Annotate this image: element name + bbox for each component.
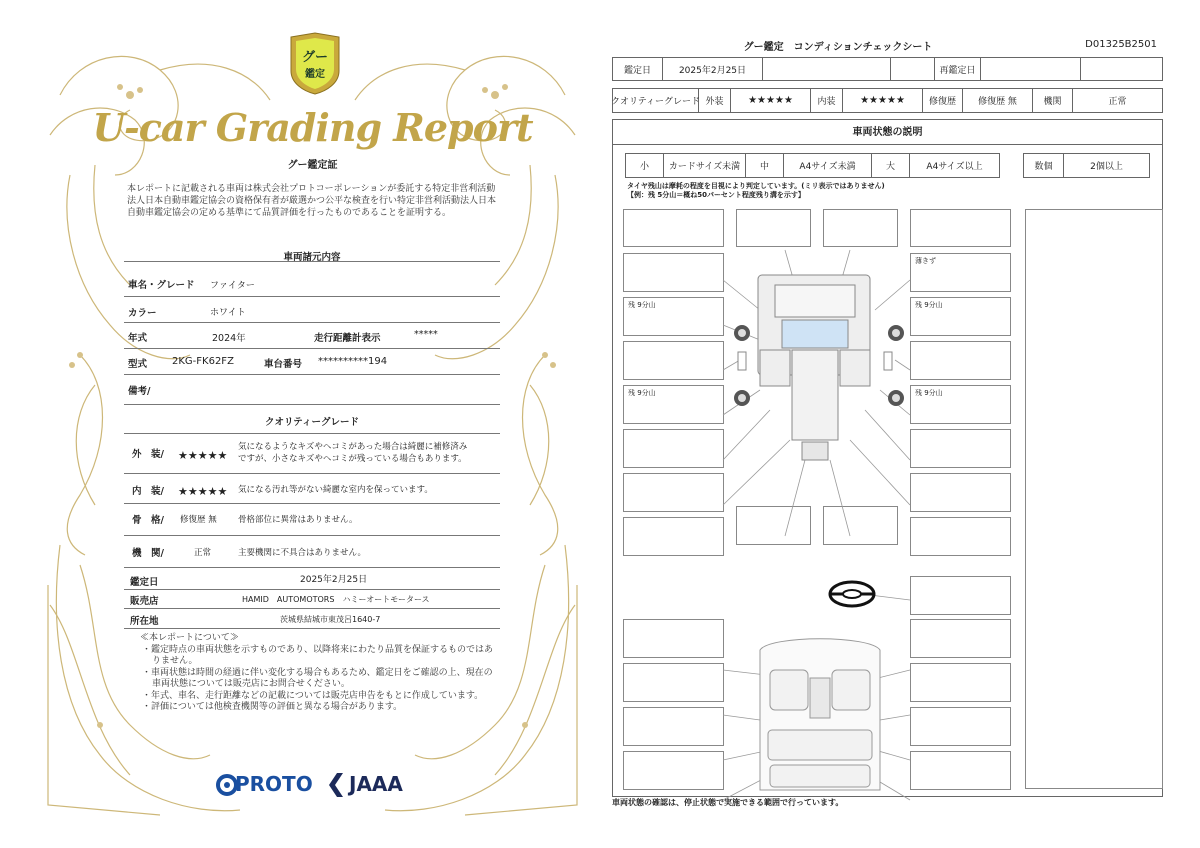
svg-text:グー: グー	[301, 50, 329, 65]
comment-box	[623, 751, 724, 790]
interior-stars: ★★★★★	[178, 485, 228, 498]
quality-row-interior: 内 装/ ★★★★★ 気になる汚れ等がない綺麗な室内を保っています。	[124, 474, 500, 504]
comment-box	[910, 209, 1011, 247]
comment-box	[910, 473, 1011, 512]
grading-certificate	[40, 25, 585, 825]
comment-box	[623, 209, 724, 247]
spec-row-year: 年式 2024年 走行距離計表示 *****	[124, 323, 500, 349]
note-item: ・評価については他検査機関等の評価と異なる場合があります。	[142, 702, 403, 712]
specs-heading: 車両諸元内容	[283, 252, 341, 263]
tire-note: タイヤ残山は摩耗の程度を目視により判定しています。(ミリ表示ではありません) 【例：残 5分山＝概ね50パーセント程度残り溝を示す】	[627, 182, 885, 199]
appraisal-date-row: 鑑定日 2025年2月25日 再鑑定日	[612, 57, 1163, 81]
exterior-stars: ★★★★★	[178, 449, 228, 462]
quality-heading: クオリティーグレード	[264, 417, 360, 428]
grade-summary-row: クオリティーグレード 外装 ★★★★★ 内装 ★★★★★ 修復歴 修復歴 無 機関 正常	[612, 88, 1163, 113]
proto-logo-icon	[215, 773, 237, 797]
comment-box	[910, 707, 1011, 746]
certificate-title: グー鑑定証	[287, 160, 338, 171]
comment-box	[623, 707, 724, 746]
comment-box	[823, 209, 898, 247]
damage-size-legend: 小 カードサイズ未満 中 A4サイズ未満 大 A4サイズ以上	[625, 153, 1000, 178]
spec-row-model: 型式 2KG-FK62FZ 車台番号 **********194	[124, 349, 500, 375]
note-item: ・年式、車名、走行距離などの記載については販売店申告をもとに作成しています。	[142, 690, 484, 701]
info-row-date: 鑑定日 2025年2月25日	[124, 568, 500, 590]
comment-box	[823, 506, 898, 545]
sheet-interior-stars: ★★★★★	[843, 89, 923, 112]
comment-box	[910, 619, 1011, 658]
general-comment-box	[1025, 209, 1163, 789]
certification-statement: 本レポートに記載される車両は株式会社プロトコーポレーションが委託する特定非営利活動法人日本自動車鑑定協会の資格保有者が厳選かつ公平な検査を行い特定非営利活動法人日本自動車鑑定協会の定める基準にて品質評価を行ったものであることを証明する。	[127, 184, 497, 218]
note-item: ・鑑定時点の車両状態を示すものであり、以降将来にわたり品質を保証するものではありません。	[142, 644, 494, 666]
comment-box-tire-rr: 残 9分山	[910, 385, 1011, 424]
report-title: U-car Grading Report	[92, 105, 533, 150]
report-notes: ≪本レポートについて≫ ・鑑定時点の車両状態を示すものであり、以降将来にわたり品質を保証するものではありません。 ・車両状態は時間の経過に伴い変化する場合もあるため、鑑定日をご確認の上、現在の車両状態については販売店にお問合せください。 ・年式、車名、走行距離などの記載については販売店申告をもとに作成しています。 ・評価については他検査機関等の評価と異なる場合があります。	[140, 633, 500, 714]
comment-box	[910, 663, 1011, 702]
damage-count-legend: 数個 2個以上	[1023, 153, 1150, 178]
comment-box	[623, 517, 724, 556]
spec-row-remarks: 備考/	[124, 375, 500, 405]
quality-row-engine: 機 関/ 正常 主要機関に不具合はありません。	[124, 536, 500, 568]
comment-box	[623, 663, 724, 702]
info-row-dealer: 販売店 HAMID AUTOMOTORS ハミーオートモータース	[124, 590, 500, 609]
spec-row-color: カラー ホワイト	[124, 297, 500, 323]
footer-logos	[215, 771, 415, 801]
comment-box	[736, 506, 811, 545]
comment-box	[910, 429, 1011, 468]
comment-box	[910, 751, 1011, 790]
document-id: D01325B2501	[1085, 39, 1157, 50]
comment-box	[623, 253, 724, 292]
jaaa-logo: JAAA	[349, 772, 403, 796]
comment-box-tire-rl: 残 9分山	[623, 385, 724, 424]
note-item: ・車両状態は時間の経過に伴い変化する場合もあるため、鑑定日をご確認の上、現在の車両状態については販売店にお問合せください。	[142, 667, 493, 689]
comment-box	[910, 517, 1011, 556]
condition-heading: 車両状態の説明	[613, 120, 1162, 145]
comment-box-light-scratch: 薄きず	[910, 253, 1011, 292]
comment-box	[623, 429, 724, 468]
comment-box-tire-fr: 残 9分山	[910, 297, 1011, 336]
sheet-exterior-stars: ★★★★★	[731, 89, 811, 112]
vehicle-condition-panel	[612, 119, 1163, 797]
comment-box	[736, 209, 811, 247]
footer-note: 車両状態の確認は、停止状態で実施できる範囲で行っています。	[612, 798, 844, 807]
comment-box	[910, 341, 1011, 380]
comment-box	[623, 619, 724, 658]
spec-row-name: 車名・グレード ファイター	[124, 271, 500, 297]
comment-box	[623, 473, 724, 512]
comment-box	[910, 576, 1011, 615]
quality-row-frame: 骨 格/ 修復歴 無 骨格部位に異常はありません。	[124, 504, 500, 536]
comment-box-tire-fl: 残 9分山	[623, 297, 724, 336]
condition-check-sheet	[610, 30, 1165, 820]
sheet-title: グー鑑定 コンディションチェックシート	[743, 42, 933, 53]
quality-row-exterior: 外 装/ ★★★★★ 気になるようなキズやヘコミがあった場合は綺麗に補修済み ですが、小さなキズやヘコミが残っている場合もあります。	[124, 434, 500, 474]
svg-text:鑑定: 鑑定	[305, 69, 325, 80]
goo-appraisal-badge	[287, 31, 343, 95]
info-row-address: 所在地 茨城県結城市東茂呂1640-7	[124, 609, 500, 629]
proto-logo: PROTO	[235, 772, 313, 796]
jaaa-logo-icon	[327, 771, 345, 799]
comment-box	[623, 341, 724, 380]
